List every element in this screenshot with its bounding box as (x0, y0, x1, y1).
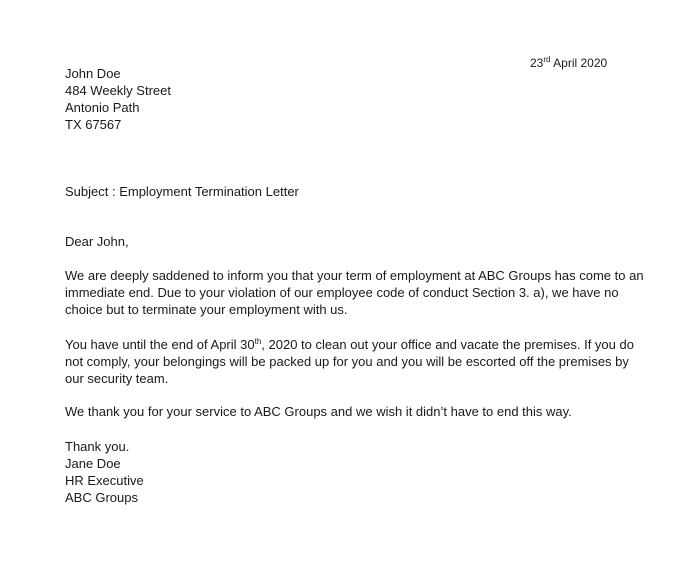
deadline-text: You have until the end of April 30 (65, 337, 255, 352)
paragraph-line: not comply, your belongings will be packed up for you and you will be escorted off the premises by (65, 354, 629, 369)
recipient-area: Antonio Path (65, 100, 140, 115)
recipient-name: John Doe (65, 66, 121, 81)
date-day-suffix: rd (543, 55, 551, 64)
subject-text: Subject : Employment Termination Letter (65, 184, 299, 199)
paragraph-line: choice but to terminate your employment with us. (65, 302, 348, 317)
sender-company: ABC Groups (65, 490, 138, 505)
recipient-street: 484 Weekly Street (65, 83, 171, 98)
salutation (65, 233, 645, 250)
salutation-text: Dear John, (65, 234, 129, 249)
closing-thanks: Thank you. (65, 439, 130, 454)
date-day: 23 (530, 56, 544, 70)
sender-title: HR Executive (65, 473, 144, 488)
date-rest: April 2020 (550, 56, 608, 70)
deadline-rest: , 2020 to clean out your office and vacate the premises. If you do (261, 337, 634, 352)
paragraph-thanks (65, 403, 645, 420)
paragraph-line: our security team. (65, 371, 169, 386)
paragraph-line: We thank you for your service to ABC Groups and we wish it didn’t have to end this way. (65, 404, 572, 419)
paragraph-termination-notice (65, 267, 645, 318)
paragraph-line: We are deeply saddened to inform you that your term of employment at ABC Groups has come to an (65, 268, 644, 283)
paragraph-line (65, 336, 645, 353)
deadline-suffix: th (254, 337, 262, 346)
sender-name: Jane Doe (65, 456, 121, 471)
signature-block (65, 438, 645, 506)
recipient-address (65, 65, 645, 133)
subject-line (65, 183, 645, 200)
recipient-postal: TX 67567 (65, 117, 122, 132)
paragraph-vacate-instructions (65, 336, 645, 387)
paragraph-line: immediate end. Due to your violation of our employee code of conduct Section 3. a), we have no (65, 285, 619, 300)
